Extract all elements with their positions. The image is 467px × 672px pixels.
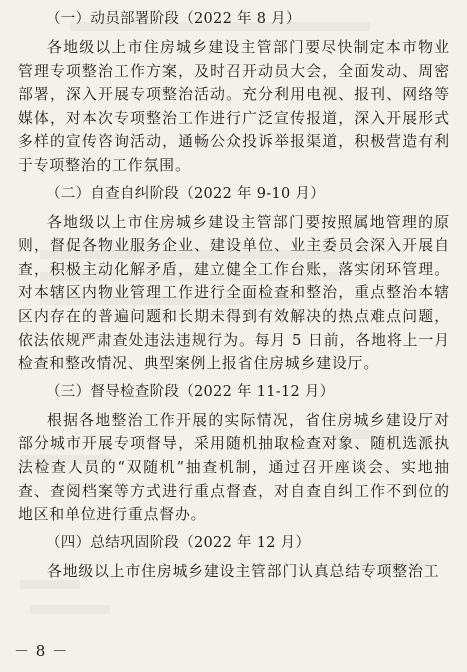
section-heading: （二）自查自纠阶段（2022 年 9-10 月） [46, 185, 326, 202]
section-summary [18, 533, 450, 584]
section-mobilization [18, 9, 450, 178]
section-paragraph: 各地级以上市住房城乡建设主管部门认真总结专项整治工 [47, 562, 440, 580]
page-number: － 8 － [14, 642, 69, 660]
section-self-inspection [18, 184, 450, 376]
section-heading: （三）督导检查阶段（2022 年 11-12 月） [46, 383, 335, 400]
section-heading: （一）动员部署阶段（2022 年 8 月） [46, 11, 301, 27]
document-page [18, 9, 450, 589]
section-paragraph: 各地级以上市住房城乡建设主管部门要尽快制定本市物业管理专项整治工作方案，及时召开动员大会，全面发动、周密部署，深入开展专项整治活动。充分利用电视、报刊、网络等媒体，对本次专项整治工作进行广泛宣传报道，深入开展形式多样的宣传咨询活动，通畅公众投诉举报渠道，积极营造有利于专项整治的工作氛围。 [18, 39, 450, 174]
section-heading: （四）总结巩固阶段（2022 年 12 月） [46, 534, 311, 551]
section-paragraph: 根据各地整治工作开展的实际情况，省住房城乡建设厅对部分城市开展专项督导，采用随机抽取检查对象、随机选派执法检查人员的“双随机”抽查机制，通过召开座谈会、实地抽查、查阅档案等方式进行重点督查，对自查自纠工作不到位的地区和单位进行重点督办。 [18, 411, 450, 524]
section-paragraph: 各地级以上市住房城乡建设主管部门要按照属地管理的原则，督促各物业服务企业、建设单位、业主委员会深入开展自查，积极主动化解矛盾，建立健全工作台账，落实闭环管理。对本辖区内物业管理工作进行全面检查和整治，重点整治本辖区内存在的普遍问题和长期未得到有效解决的热点难点问题，依法依规严肃查处违法违规行为。每月 5 日前，各地将上一月检查和整改情况、典型案例上报省住房城乡建设厅。 [18, 213, 450, 373]
section-supervision [18, 382, 450, 527]
